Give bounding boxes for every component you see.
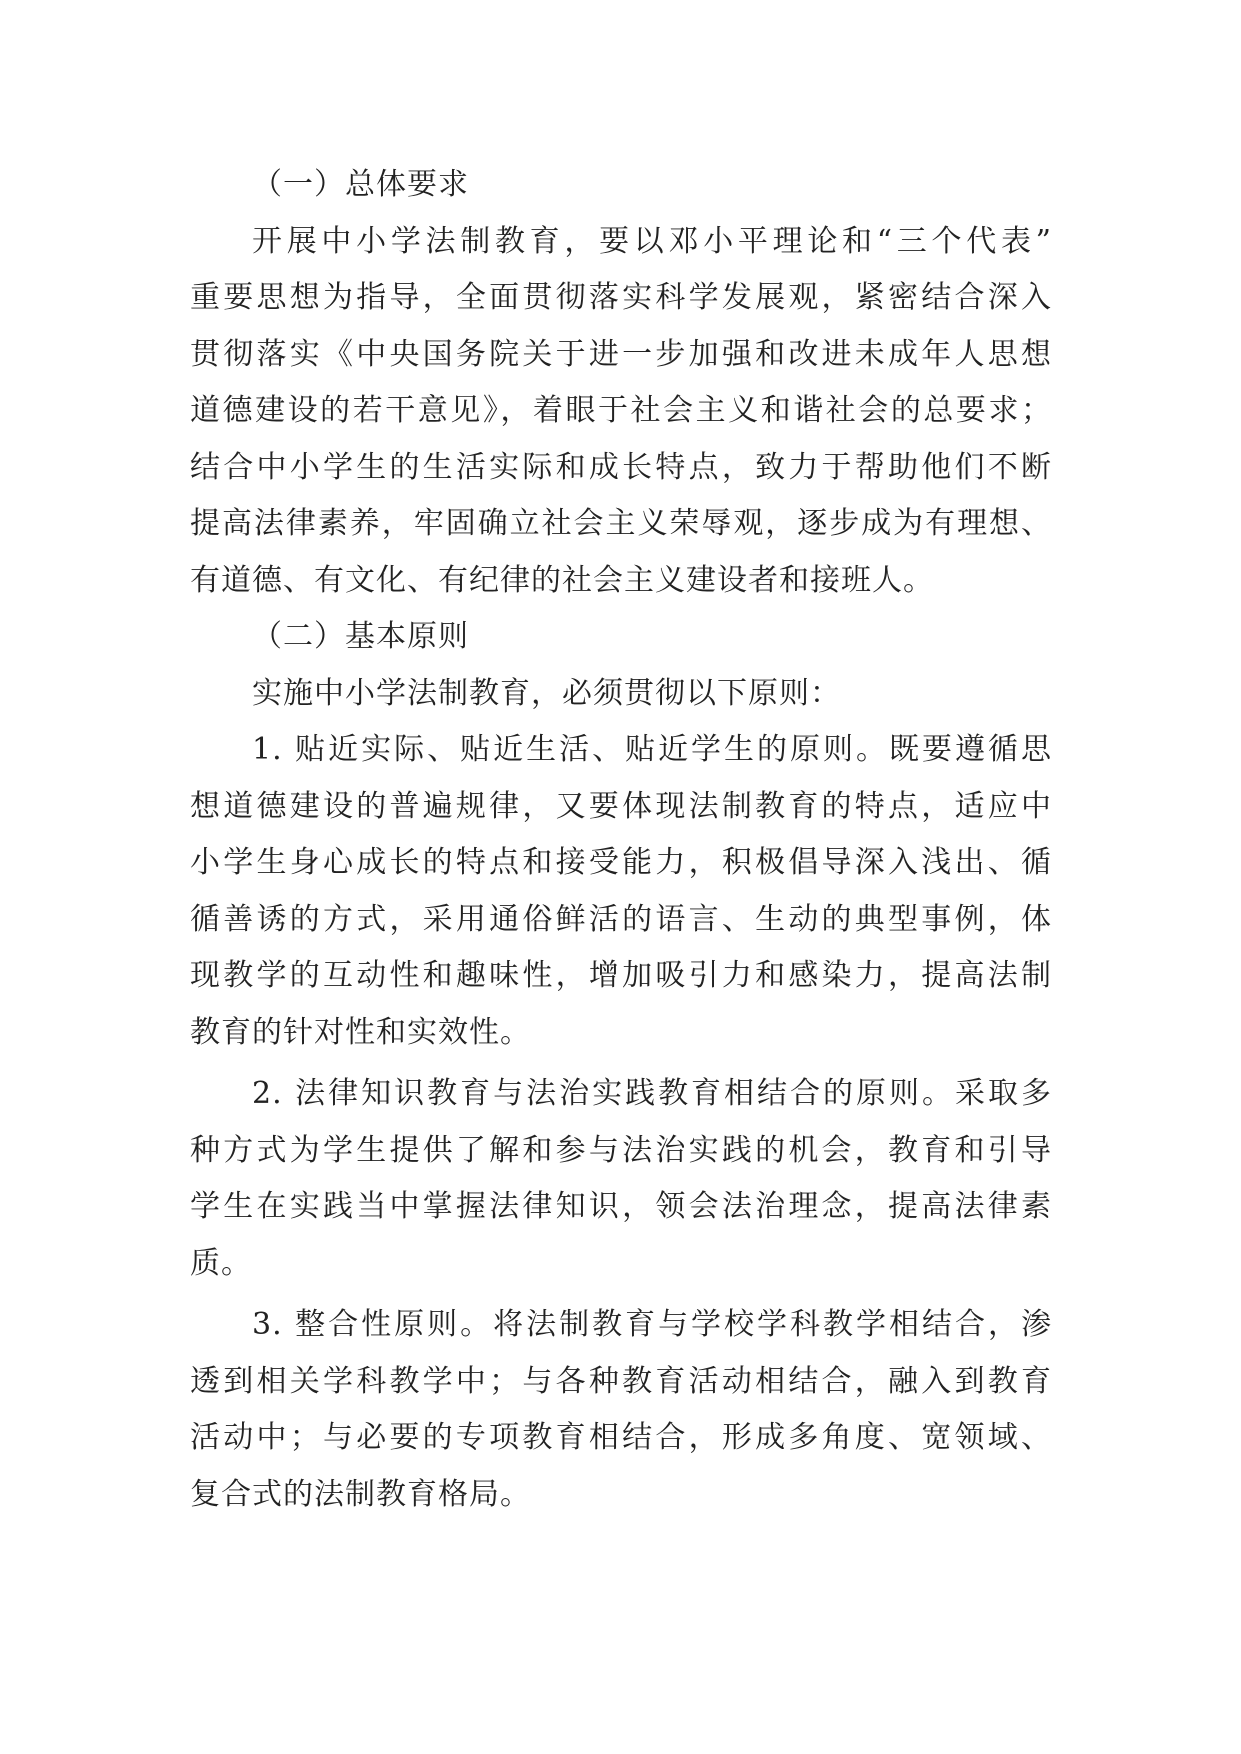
paragraph-line: 复合式的法制教育格局。 bbox=[190, 1476, 531, 1512]
paragraph-line: 学生在实践当中掌握法律知识，领会法治理念，提高法律素 bbox=[190, 1189, 1052, 1224]
paragraph-line: 活动中；与必要的专项教育相结合，形成多角度、宽领域、 bbox=[190, 1420, 1052, 1455]
paragraph-line: 种方式为学生提供了解和参与法治实践的机会，教育和引导 bbox=[190, 1132, 1052, 1168]
paragraph-line: 提高法律素养，牢固确立社会主义荣辱观，逐步成为有理想、 bbox=[190, 506, 1052, 541]
paragraph-line: 3. 整合性原则。将法制教育与学校学科教学相结合，渗 bbox=[252, 1307, 1052, 1342]
paragraph-line: 质。 bbox=[190, 1245, 252, 1281]
section-heading-basic-principles: （二）基本原则 bbox=[252, 619, 469, 654]
paragraph-line: 开展中小学法制教育，要以邓小平理论和“三个代表” bbox=[252, 223, 1052, 259]
paragraph-line: 贯彻落实《中央国务院关于进一步加强和改进未成年人思想 bbox=[190, 336, 1052, 372]
paragraph-line: 有道德、有文化、有纪律的社会主义建设者和接班人。 bbox=[190, 562, 934, 598]
paragraph-line: 1. 贴近实际、贴近生活、贴近学生的原则。既要遵循思 bbox=[252, 732, 1052, 767]
paragraph-line: 2. 法律知识教育与法治实践教育相结合的原则。采取多 bbox=[252, 1076, 1052, 1111]
paragraph-line: 循善诱的方式，采用通俗鲜活的语言、生动的典型事例，体 bbox=[190, 901, 1052, 937]
section-heading-general-requirements: （一）总体要求 bbox=[252, 167, 469, 202]
paragraph-line: 实施中小学法制教育，必须贯彻以下原则： bbox=[252, 675, 841, 711]
paragraph-line: 小学生身心成长的特点和接受能力，积极倡导深入浅出、循 bbox=[190, 845, 1052, 880]
document-page bbox=[190, 157, 1052, 1523]
paragraph-line: 想道德建设的普遍规律，又要体现法制教育的特点，适应中 bbox=[190, 788, 1052, 824]
paragraph-line: 现教学的互动性和趣味性，增加吸引力和感染力，提高法制 bbox=[190, 958, 1052, 993]
paragraph-line: 结合中小学生的生活实际和成长特点，致力于帮助他们不断 bbox=[190, 449, 1052, 485]
paragraph-line: 教育的针对性和实效性。 bbox=[190, 1014, 531, 1050]
paragraph-line: 道德建设的若干意见》，着眼于社会主义和谐社会的总要求； bbox=[190, 393, 1052, 428]
paragraph-line: 透到相关学科教学中；与各种教育活动相结合，融入到教育 bbox=[190, 1363, 1052, 1399]
paragraph-line: 重要思想为指导，全面贯彻落实科学发展观，紧密结合深入 bbox=[190, 280, 1052, 315]
